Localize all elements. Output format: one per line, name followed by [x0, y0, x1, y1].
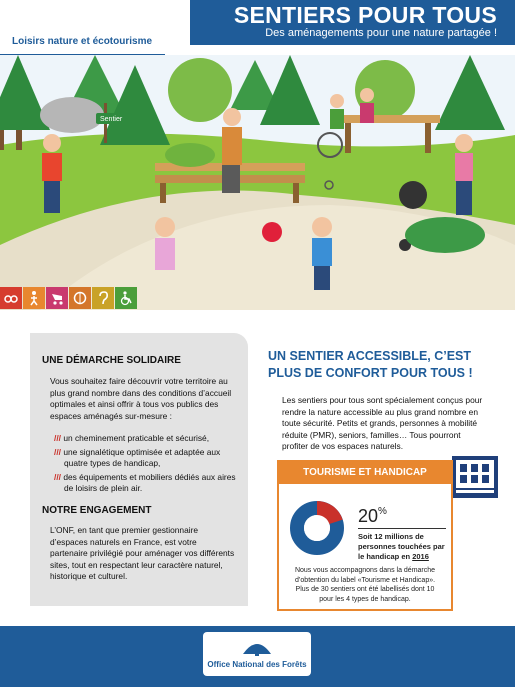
box-description: Nous vous accompagnons dans la démarche d’obtention du label «Tourisme et Handicap». Plus de 30 sentiers ont été labellisés dont 10 pour les 4 types de handicap. — [294, 567, 436, 603]
engagement-paragraph: L’ONF, en tant que premier gestionnaire d’espaces naturels en France, est votre partenaire privilégié pour aménager vos différents sites, tout en respectant leur caractère naturel, historique et culturel. — [50, 525, 235, 581]
list-item — [54, 447, 239, 470]
bullet-mark: /// — [54, 433, 61, 443]
stroller-icon — [46, 287, 68, 309]
tourisme-handicap-logo — [452, 456, 498, 498]
right-section-title: UN SENTIER ACCESSIBLE, C’EST PLUS DE CONFORT POUR TOUS ! — [268, 349, 473, 380]
org-name: Office National des Forêts — [207, 660, 307, 669]
bullet-text: un cheminement praticable et sécurisé, — [63, 433, 210, 443]
divider — [358, 528, 446, 529]
bullet-list — [54, 433, 239, 497]
section-intro-demarche — [50, 376, 235, 428]
accessibility-icon-bar — [0, 287, 138, 309]
onf-logo — [203, 632, 311, 676]
stat-caption-text: Soit 12 millions de personnes touchées par le handicap en — [358, 532, 445, 561]
section-title-engagement: NOTRE ENGAGEMENT — [42, 505, 152, 516]
bullet-mark: /// — [54, 446, 61, 457]
stat-number-value: 20 — [358, 506, 379, 526]
category-tab — [0, 30, 165, 57]
intro-paragraph: Vous souhaitez faire découvrir votre territoire au plus grand nombre dans des conditions d’accueil optimales et ainsi offrir à tous vos publics des espaces aménagés sur-mesure : — [50, 376, 232, 421]
left-info-panel — [30, 333, 248, 606]
park-scene-svg — [0, 55, 515, 310]
stat-number — [358, 506, 387, 527]
header — [0, 0, 515, 55]
box-title: TOURISME ET HANDICAP — [279, 462, 451, 484]
brain-icon — [69, 287, 91, 309]
list-item — [54, 433, 239, 445]
bullet-text: des équipements et mobiliers dédiés aux aires de loisirs de plein air. — [63, 471, 236, 493]
wheelchair-icon — [115, 287, 137, 309]
section-text-engagement — [50, 525, 235, 589]
stat-caption-year: 2016 — [412, 552, 429, 561]
right-section-text: Les sentiers pour tous sont spécialement conçus pour rendre la nature accessible au plus grand nombre en toute sécurité. Petits et grands, personnes à mobilité réduite (PMR), seniors, familles… Tous pourront profiter de vos espaces naturels. — [282, 395, 483, 451]
section-title-demarche: UNE DÉMARCHE SOLIDAIRE — [42, 355, 181, 366]
tourisme-handicap-box — [277, 460, 453, 611]
ball-icon — [262, 222, 282, 242]
page-title: SENTIERS POUR TOUS — [233, 2, 497, 28]
page-subtitle: Des aménagements pour une nature partagée ! — [265, 27, 497, 39]
stat-unit: % — [378, 506, 387, 517]
glasses-icon — [0, 287, 22, 309]
walking-person-icon — [23, 287, 45, 309]
bullet-text: une signalétique optimisée et adaptée aux quatre types de handicap, — [63, 446, 221, 468]
title-band — [190, 0, 515, 45]
stroller-icon — [399, 181, 427, 209]
list-item — [54, 472, 239, 495]
category-label: Loisirs nature et écotourisme — [12, 36, 153, 47]
stat-caption — [358, 532, 450, 562]
park-illustration — [0, 55, 515, 310]
ear-icon — [92, 287, 114, 309]
sign-label: Sentier — [100, 116, 123, 123]
bullet-mark: /// — [54, 471, 61, 482]
